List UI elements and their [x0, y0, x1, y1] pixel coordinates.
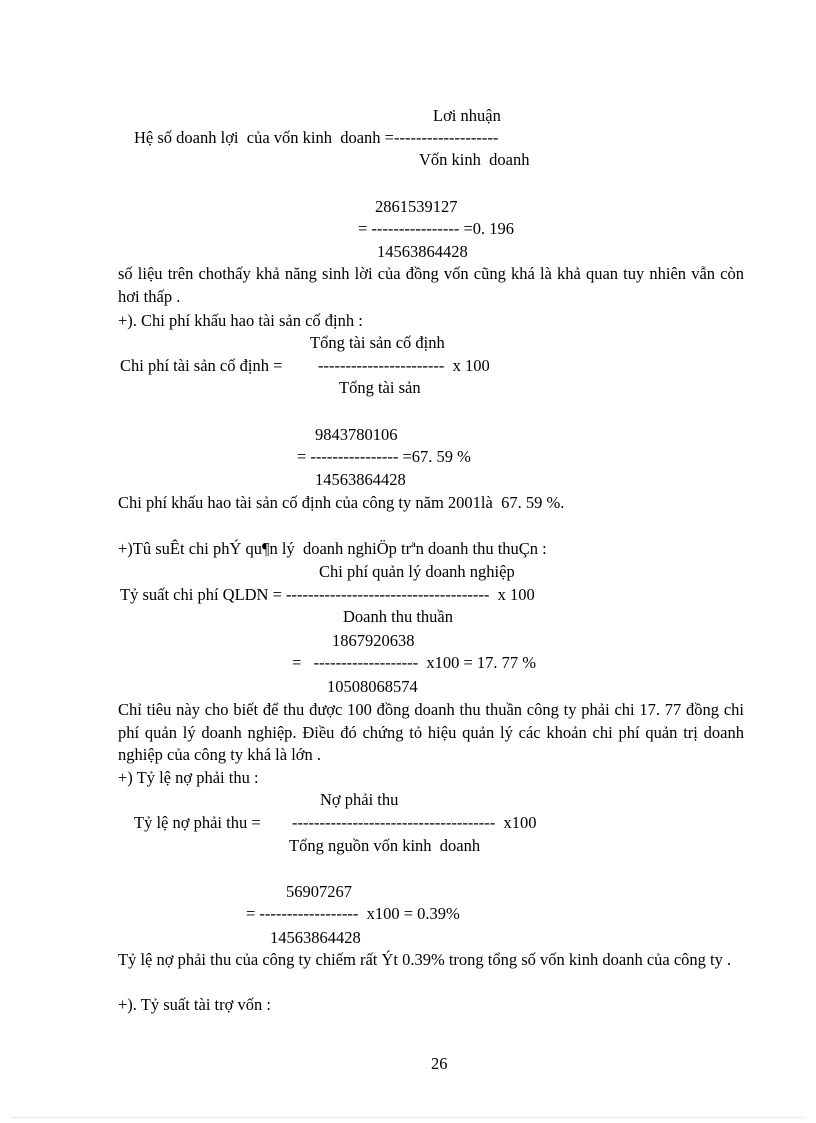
profit-calc-denominator: 14563864428 — [377, 242, 468, 261]
depreciation-calc-numerator: 9843780106 — [315, 425, 398, 444]
admin-cost-calc-numerator: 1867920638 — [332, 631, 415, 650]
receivables-calc-line: = ------------------ x100 = 0.39% — [246, 904, 460, 923]
profit-calc-numerator: 2861539127 — [375, 197, 458, 216]
admin-cost-calc-denominator: 10508068574 — [327, 677, 418, 696]
page-number: 26 — [431, 1054, 448, 1073]
receivables-comment: Tỷ lệ nợ phải thu của công ty chiếm rất Ýt 0.39% trong tổng số vốn kinh doanh của công ty . — [118, 950, 732, 969]
receivables-heading: +) Tỷ lệ nợ phải thu : — [118, 768, 259, 787]
admin-cost-denominator: Doanh thu thuần — [343, 607, 453, 626]
profit-numerator: Lơi nhuận — [433, 106, 501, 125]
receivables-calc-numerator: 56907267 — [286, 882, 352, 901]
depreciation-denominator: Tổng tài sản — [339, 378, 421, 397]
funding-heading: +). Tỷ suất tài trợ vốn : — [118, 995, 271, 1014]
receivables-fraction-line: ------------------------------------- x100 — [292, 813, 537, 832]
page-bottom-divider — [12, 1117, 804, 1118]
depreciation-fraction-line: ----------------------- x 100 — [318, 356, 490, 375]
depreciation-formula-lhs: Chi phí tài sản cố định = — [120, 356, 283, 375]
profit-denominator: Vốn kinh doanh — [419, 150, 530, 169]
profit-comment: số liệu trên chothấy khả năng sinh lời của đồng vốn cũng khá là khả quan tuy nhiên vẫn còn hơi thấp . — [118, 264, 744, 306]
profit-calc-line: = ---------------- =0. 196 — [358, 219, 515, 238]
admin-cost-comment: Chỉ tiêu này cho biết để thu được 100 đồng doanh thu thuần công ty phải chi 17. 77 đồng chi phí quản lý doanh nghiệp. Điều đó chứng tỏ hiệu quản lý các khoản chi phí quản trị doanh nghiệp của công ty khá là lớn . — [118, 700, 744, 764]
receivables-numerator: Nợ phải thu — [320, 790, 399, 809]
receivables-formula-lhs: Tỷ lệ nợ phải thu = — [134, 813, 261, 832]
depreciation-numerator: Tổng tài sản cố định — [310, 333, 445, 352]
depreciation-calc-line: = ---------------- =67. 59 % — [297, 447, 471, 466]
profit-formula-lhs: Hệ số doanh lợi của vốn kinh doanh =------------------- — [134, 128, 499, 147]
admin-cost-calc-line: = ------------------- x100 = 17. 77 % — [292, 653, 537, 672]
depreciation-comment: Chi phí khấu hao tài sản cố định của công ty năm 2001là 67. 59 %. — [118, 493, 565, 512]
admin-cost-formula-lhs: Tỷ suất chi phí QLDN = ------------------------------------- x 100 — [120, 585, 535, 604]
receivables-denominator: Tổng nguồn vốn kinh doanh — [289, 836, 481, 855]
depreciation-heading: +). Chi phí khấu hao tài sản cố định : — [118, 311, 363, 330]
admin-cost-numerator: Chi phí quản lý doanh nghiệp — [319, 562, 515, 581]
admin-cost-heading: +)Tû suÊt chi phÝ qu¶n lý doanh nghiÖp trªn doanh thu thuÇn : — [118, 539, 547, 558]
receivables-calc-denominator: 14563864428 — [270, 928, 361, 947]
depreciation-calc-denominator: 14563864428 — [315, 470, 406, 489]
